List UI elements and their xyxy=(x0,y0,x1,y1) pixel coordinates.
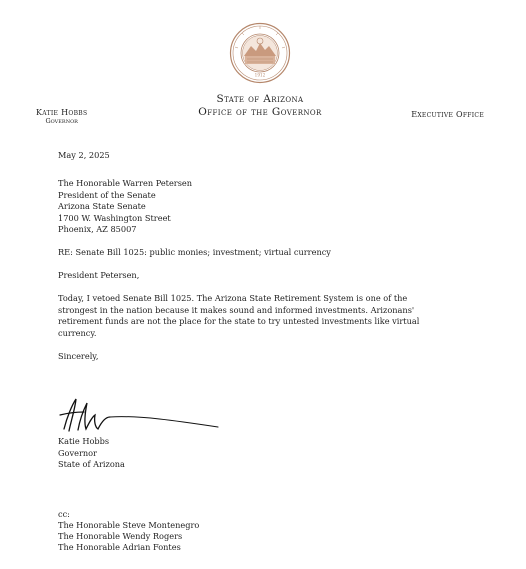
recipient-line: The Honorable Warren Petersen xyxy=(58,178,193,188)
recipient-line: President of the Senate xyxy=(58,189,156,200)
cc-label: cc: xyxy=(58,509,70,519)
state-name: State of Arizona xyxy=(216,93,304,105)
cc-list xyxy=(58,509,199,553)
executive-office: Executive Office xyxy=(411,110,484,119)
arizona-state-seal xyxy=(229,22,291,84)
governor-title: Governor xyxy=(45,117,78,125)
signer-title: Governor xyxy=(58,447,97,458)
body-line: strongest in the nation because it makes sound and informed investments. Arizonans' xyxy=(58,304,415,315)
recipient-address xyxy=(58,178,468,236)
cc-recipient: The Honorable Steve Montenegro xyxy=(58,520,200,530)
signer-name: Katie Hobbs xyxy=(58,436,110,446)
recipient-line: Phoenix, AZ 85007 xyxy=(58,224,137,234)
letter-date: May 2, 2025 xyxy=(58,150,110,160)
office-name: Office of the Governor xyxy=(198,106,322,119)
signature xyxy=(58,395,228,435)
cc-recipient: The Honorable Adrian Fontes xyxy=(58,542,181,552)
seal-year: 1912 xyxy=(254,72,266,78)
body-paragraph xyxy=(58,293,468,339)
cc-recipient: The Honorable Wendy Rogers xyxy=(58,531,183,541)
letterhead-title xyxy=(166,93,354,119)
recipient-line: Arizona State Senate xyxy=(58,201,146,211)
governor-name: Katie Hobbs xyxy=(36,108,88,117)
body-line: Today, I vetoed Senate Bill 1025. The Arizona State Retirement System is one of the xyxy=(58,293,408,303)
closing: Sincerely, xyxy=(58,350,99,361)
recipient-line: 1700 W. Washington Street xyxy=(58,212,171,223)
signer-state: State of Arizona xyxy=(58,459,125,469)
body-line: retirement funds are not the place for the state to try untested investments like virtual xyxy=(58,316,420,326)
body-line: currency. xyxy=(58,327,97,338)
signer-block xyxy=(58,436,125,471)
governor-block xyxy=(36,109,87,125)
salutation: President Petersen, xyxy=(58,270,140,280)
letter-body xyxy=(58,150,468,362)
subject-line: RE: Senate Bill 1025: public monies; investment; virtual currency xyxy=(58,247,331,257)
